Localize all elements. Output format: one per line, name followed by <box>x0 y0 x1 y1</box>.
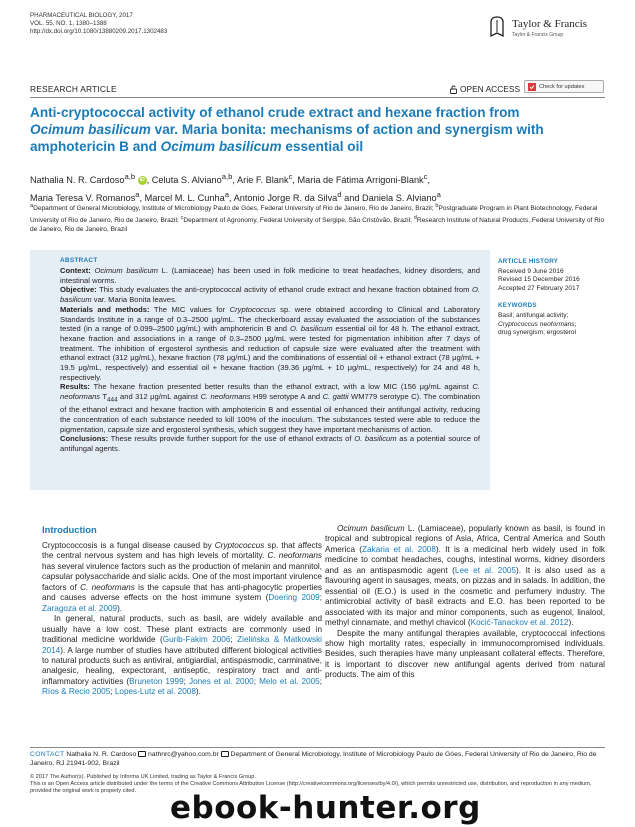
author-3-sup: c <box>288 172 293 181</box>
author-7-sup: d <box>337 189 342 199</box>
title-line-1: Anti-cryptococcal activity of ethanol crude extract and hexane fraction from <box>30 105 520 120</box>
contact-email[interactable]: nathnrc@yahoo.com.br <box>148 751 219 758</box>
email-icon <box>138 751 146 757</box>
p2-b: ; <box>230 635 238 645</box>
address-icon <box>221 751 229 757</box>
journal-header <box>30 12 167 36</box>
conclusions-end: as a potential source of antifungal agents. <box>60 434 480 454</box>
title-line-3-end: essential oil <box>281 139 364 154</box>
left-column <box>42 541 322 698</box>
p1-f: ). <box>117 603 123 613</box>
author-1-sup: a,b <box>124 172 136 181</box>
article-history <box>498 258 608 338</box>
p1-genus: Cryptococcus <box>214 541 265 550</box>
abstract-methods <box>60 305 480 383</box>
p2-c: ). A large number of studies have attributed different biological activities to natural products such as antiviral, antigiardial, antispasmodic, carminative, analgesic, healing, expectorant, antiseptic, respiratory tract and anti-inflammatory activities ( <box>42 645 322 686</box>
ref-zielinska[interactable]: Zielińska & Matkowski 2014 <box>42 635 322 655</box>
p1-species-2: C. neoformans <box>80 582 135 592</box>
r1-species: Ocimum basilicum <box>337 524 405 533</box>
keyword-sep: ; <box>574 320 577 328</box>
intro-heading: Introduction <box>42 524 97 535</box>
author-8-sup: a <box>436 189 441 199</box>
contact-address: Department of General Microbiology, Institute of Microbiology Paulo de Góes, Federal University of Rio de Janeiro, Rio de Janeiro, RJ 21941-902, Brazil <box>30 751 597 767</box>
contact-info <box>30 751 605 768</box>
methods-text-2: sp. were obtained according to Clinical and Laboratory Standards Institute in a range of 0.3–2500 μg/mL. The checkerboard assay evaluated the association of the substances tested (in a range of 0.099–2500 μg/mL) with amphotericin B and <box>60 304 480 334</box>
header-divider <box>30 97 605 98</box>
title-line-3 <box>30 138 590 155</box>
author-8[interactable]: and Daniela S. Alviano <box>341 192 437 203</box>
objective-label: Objective: <box>60 285 97 295</box>
contact-label: CONTACT <box>30 751 65 758</box>
author-4-sup: c <box>423 172 428 181</box>
abstract-box <box>30 250 490 490</box>
ref-zakaria[interactable]: Zakaria et al. 2008 <box>362 544 436 554</box>
keywords-line-2 <box>498 321 608 330</box>
history-received: Received 9 June 2016 <box>498 267 564 275</box>
author-list <box>30 170 605 205</box>
history-accepted: Accepted 27 February 2017 <box>498 284 580 292</box>
journal-name: PHARMACEUTICAL BIOLOGY, 2017 <box>30 12 133 19</box>
ref-rios[interactable]: Ríos & Recio 2005 <box>42 687 111 697</box>
methods-label: Materials and methods: <box>60 304 150 314</box>
results-species-1: C. neoformans <box>60 382 480 402</box>
p2-a: In general, natural products, such as basil, are widely available and usually have a low cost. These plant extracts are commonly used in traditional medicine worldwide ( <box>42 614 322 645</box>
author-line-1: Nathalia N. R. Cardoso$^{a,b}$ iD , Celuta S. Alviano$^{a,b}$, Arie F. Blank$^c$, Maria de Fátima Arrigoni-Blank$^c$, <box>30 172 431 186</box>
author-7[interactable]: , Antonio Jorge R. da Silva <box>229 192 338 203</box>
title-line-2-text: var. Maria bonita: mechanisms of action and synergism with <box>150 122 544 137</box>
keyword-species: Cryptococcus neoformans <box>498 320 575 328</box>
objective-species: O. basilicum <box>60 285 480 305</box>
intro-paragraph-4: Despite the many antifungal therapies available, cryptococcal infections show high mortality rates, especially in immunocompromised individuals. Besides, such therapies have many unpleasant collateral effects. Therefore, it is important to discover new antifungal agents derived from natural products. The aim of this <box>325 628 605 680</box>
abstract-conclusions <box>60 434 480 453</box>
author-6[interactable]: , Marcel M. L. Cunha <box>139 192 225 203</box>
publisher-name: Taylor & Francis <box>512 18 587 30</box>
results-label: Results: <box>60 382 90 392</box>
results-text-4: H99 serotype A and <box>250 392 323 402</box>
contact-name: Nathalia N. R. Cardoso <box>64 751 139 758</box>
p1-b: sp. that affects the central nervous system and has high levels of mortality. <box>42 541 322 561</box>
check-updates-icon <box>528 83 536 91</box>
context-label: Context: <box>60 266 91 275</box>
affiliations <box>30 202 605 234</box>
author-4[interactable]: , Maria de Fátima Arrigoni-Blank <box>292 175 424 186</box>
affil-a-sup: a <box>30 203 34 209</box>
ref-gurib-fakim[interactable]: Gurib-Fakim 2006 <box>162 635 231 645</box>
copyright-line: © 2017 The Author(s). Published by Informa UK Limited, trading as Taylor & Francis Group. <box>30 774 256 780</box>
results-strain-sub: 444 <box>107 396 118 404</box>
results-species-2: C. neoformans <box>200 392 251 402</box>
r1-d: ). <box>568 618 574 628</box>
abstract-body <box>60 266 480 454</box>
history-heading: ARTICLE HISTORY <box>498 258 559 265</box>
ref-lopes-lutz[interactable]: Lopes-Lutz et al. 2008 <box>114 687 196 697</box>
watermark-text: ebook-hunter.org <box>170 790 481 826</box>
r1-c: ). It is also used as a flavouring agent in sausages, meats, on pizzas and in salads. In addition, the essential oil (E.O.) is used in the cosmetic and perfumery industry. The antimicrobial activity of basil extracts and E.O. has been reported to be associated with its major and minor components, such as eugenol, linalool, methyl cinnamate, and methyl chavicol ( <box>325 565 605 628</box>
ref-melo[interactable]: Melo et al. 2005 <box>259 676 320 686</box>
p1-c: has several virulence factors such as the production of melanin and mannitol, capsular polysaccharide and sialic acids. One of the most important virulence factors of <box>42 561 322 592</box>
ref-zaragoza[interactable]: Zaragoza et al. 2009 <box>42 603 118 613</box>
abstract-objective <box>60 285 480 304</box>
r1-b: ). It is a medicinal herb widely used in folk medicine to combat headaches, coughs, intestinal worms, kidney disorders and as an antispasmodic agent ( <box>325 544 605 575</box>
intro-paragraph-3 <box>325 524 605 629</box>
context-species: Ocimum basilicum <box>90 266 158 275</box>
methods-text-3: essential oil for 48 h. The ethanol extract, hexane fraction and associations in a range of 0.3–2500 μg/mL were tested for pigmentation inhibition after 7 days of treatment. The inhibition of ergosterol synthesis and reduction of capsule size were evaluated after the treatment with ethanol extract (312 μg/mL), hexane fraction (78 μg/mL) and the combinations of essential oil + ethanol extract (78 μg/mL + 19.5 μg/mL, respectively) and essential oil + hexane fraction (39.36 μg/mL + 10 μg/mL, respectively) for 24 and 48 h, respectively. <box>60 324 480 382</box>
p2-f: ; <box>319 676 322 686</box>
p2-e: ; <box>253 676 260 686</box>
publisher-sub: Taylor & Francis Group <box>512 32 564 38</box>
check-updates-button[interactable] <box>524 80 604 93</box>
author-1[interactable]: Nathalia N. R. Cardoso <box>30 175 125 186</box>
context-text: L. (Lamiaceae) has been used in folk medicine to treat headaches, kidney disorders, and intestinal worms. <box>60 266 480 285</box>
article-type: RESEARCH ARTICLE <box>30 84 117 94</box>
methods-species: O. basilicum <box>289 324 333 334</box>
r1-a: L. (Lamiaceae), popularly known as basil, is found in tropical and subtropical regions of Asia, Africa, Central America and South America ( <box>325 524 605 554</box>
check-updates-label: Check for updates <box>539 83 585 90</box>
intro-paragraph-1 <box>42 541 322 614</box>
results-text-5: WM779 serotype C). The combination of the ethanol extract and hexane fraction with amphotericin B and essential oil enhanced their antifungal activity, reducing the concentration of each substance needed to kill 100% of the inoculum. The substances tested were able to reduce the pigmentation, capsule size and ergosterol synthesis, which suggest they have important mechanisms of action. <box>60 392 480 434</box>
results-text-1: The hexane fraction presented better results than the ethanol extract, with a low MIC (156 μg/mL against <box>89 382 473 392</box>
methods-genus: Cryptococcus <box>229 304 276 314</box>
journal-doi[interactable]: http://dx.doi.org/10.1080/13880209.2017.1302483 <box>30 28 168 35</box>
ref-lee[interactable]: Lee et al. 2005 <box>454 565 517 575</box>
conclusions-species: O. basilicum <box>354 434 397 444</box>
abstract-results <box>60 382 480 434</box>
ref-doering[interactable]: Doering 2009 <box>268 593 320 603</box>
title-species-2: Ocimum basilicum <box>160 139 282 154</box>
affil-c-sup: c <box>180 214 184 221</box>
ref-bruneton[interactable]: Bruneton 1999 <box>129 676 184 686</box>
conclusions-label: Conclusions: <box>60 434 109 444</box>
author-5[interactable]: Maria Teresa V. Romanos <box>30 192 136 203</box>
affil-d-sup: d <box>413 214 417 221</box>
book-logo-icon <box>488 16 506 38</box>
results-species-3: C. gattii <box>322 392 349 402</box>
article-title <box>30 104 590 155</box>
title-species-1: Ocimum basilicum <box>30 122 151 137</box>
intro-paragraph-2 <box>42 614 322 698</box>
title-line-2 <box>30 121 590 138</box>
objective-end: var. Maria Bonita leaves. <box>91 295 177 305</box>
author-2[interactable]: , Celuta S. Alviano <box>146 175 222 186</box>
p2-d: ; <box>183 676 189 686</box>
objective-text: This study evaluates the anti-cryptococcal activity of ethanol crude extract and hexane fraction obtained from <box>96 285 472 295</box>
title-line-3-start: amphotericin B and <box>30 139 161 154</box>
author-5-sup: a <box>135 189 140 199</box>
results-text-3: and 312 μg/mL against <box>117 392 201 402</box>
keywords-line-3: drug synergism; ergosterol <box>498 329 577 337</box>
p1-a: Cryptococcosis is a fungal disease caused by <box>42 541 215 550</box>
abstract-heading: ABSTRACT <box>60 257 98 264</box>
affil-b: Postgraduate Program in Plant Biotechnology, Federal University of Rio de Janeiro, Rio de Janeiro, Brazil; <box>30 205 598 224</box>
methods-text-1: The MIC values for <box>149 304 230 314</box>
affil-b-sup: b <box>435 203 439 209</box>
history-revised: Revised 15 December 2016 <box>498 276 580 284</box>
p1-species-1: C. neoformans <box>267 551 322 561</box>
keywords-heading: KEYWORDS <box>498 302 537 310</box>
ref-kocic-tanackov[interactable]: Kocić-Tanackov et al. 2012 <box>470 618 569 628</box>
journal-volume: VOL. 55, NO. 1, 1380–1388 <box>30 20 107 27</box>
license-text: This is an Open Access article distributed under the terms of the Creative Commons Attribution License (http://creativecommons.org/licenses/by/4.0/), which permits unrestricted use, distribution, and reproduction in any medium, provided the original work is properly cited. <box>30 781 592 795</box>
footer-divider <box>30 747 605 748</box>
abstract-context <box>60 266 480 285</box>
p2-h: ). <box>195 687 201 697</box>
author-6-sup: a <box>224 189 230 199</box>
affil-d: Research Institute of Natural Products, Federal University of Rio de Janeiro, Rio de Janeiro, Brazil <box>30 216 605 233</box>
p1-d: is the capsule that has anti-phagocytic properties and causes adverse effects on the host immune system ( <box>42 582 322 603</box>
p1-e: ; <box>319 593 322 603</box>
open-access-badge <box>450 84 520 94</box>
orcid-icon[interactable]: iD <box>139 177 145 184</box>
keywords-line-1: Basil; antifungal activity; <box>498 311 569 319</box>
publisher-logo <box>488 14 608 46</box>
right-column <box>325 524 605 681</box>
author-2-sup: a,b <box>221 172 233 181</box>
open-access-label: OPEN ACCESS <box>460 84 521 94</box>
affil-c: Department of Agronomy, Federal University of Sergipe, São Cristóvão, Brazil; <box>183 216 414 224</box>
author-3[interactable]: , Arie F. Blank <box>232 175 289 186</box>
conclusions-text: These results provide further support for the use of ethanol extracts of <box>108 434 355 444</box>
open-lock-icon <box>450 85 457 94</box>
p2-g: ; <box>110 687 115 697</box>
ref-jones[interactable]: Jones et al. 2000 <box>188 676 254 686</box>
affil-a: Department of General Microbiology, Institute of Microbiology Paulo de Góes, Federal University of Rio de Janeiro, Rio de Janeiro, Brazil; <box>33 205 434 213</box>
results-text-2: T <box>100 392 108 402</box>
